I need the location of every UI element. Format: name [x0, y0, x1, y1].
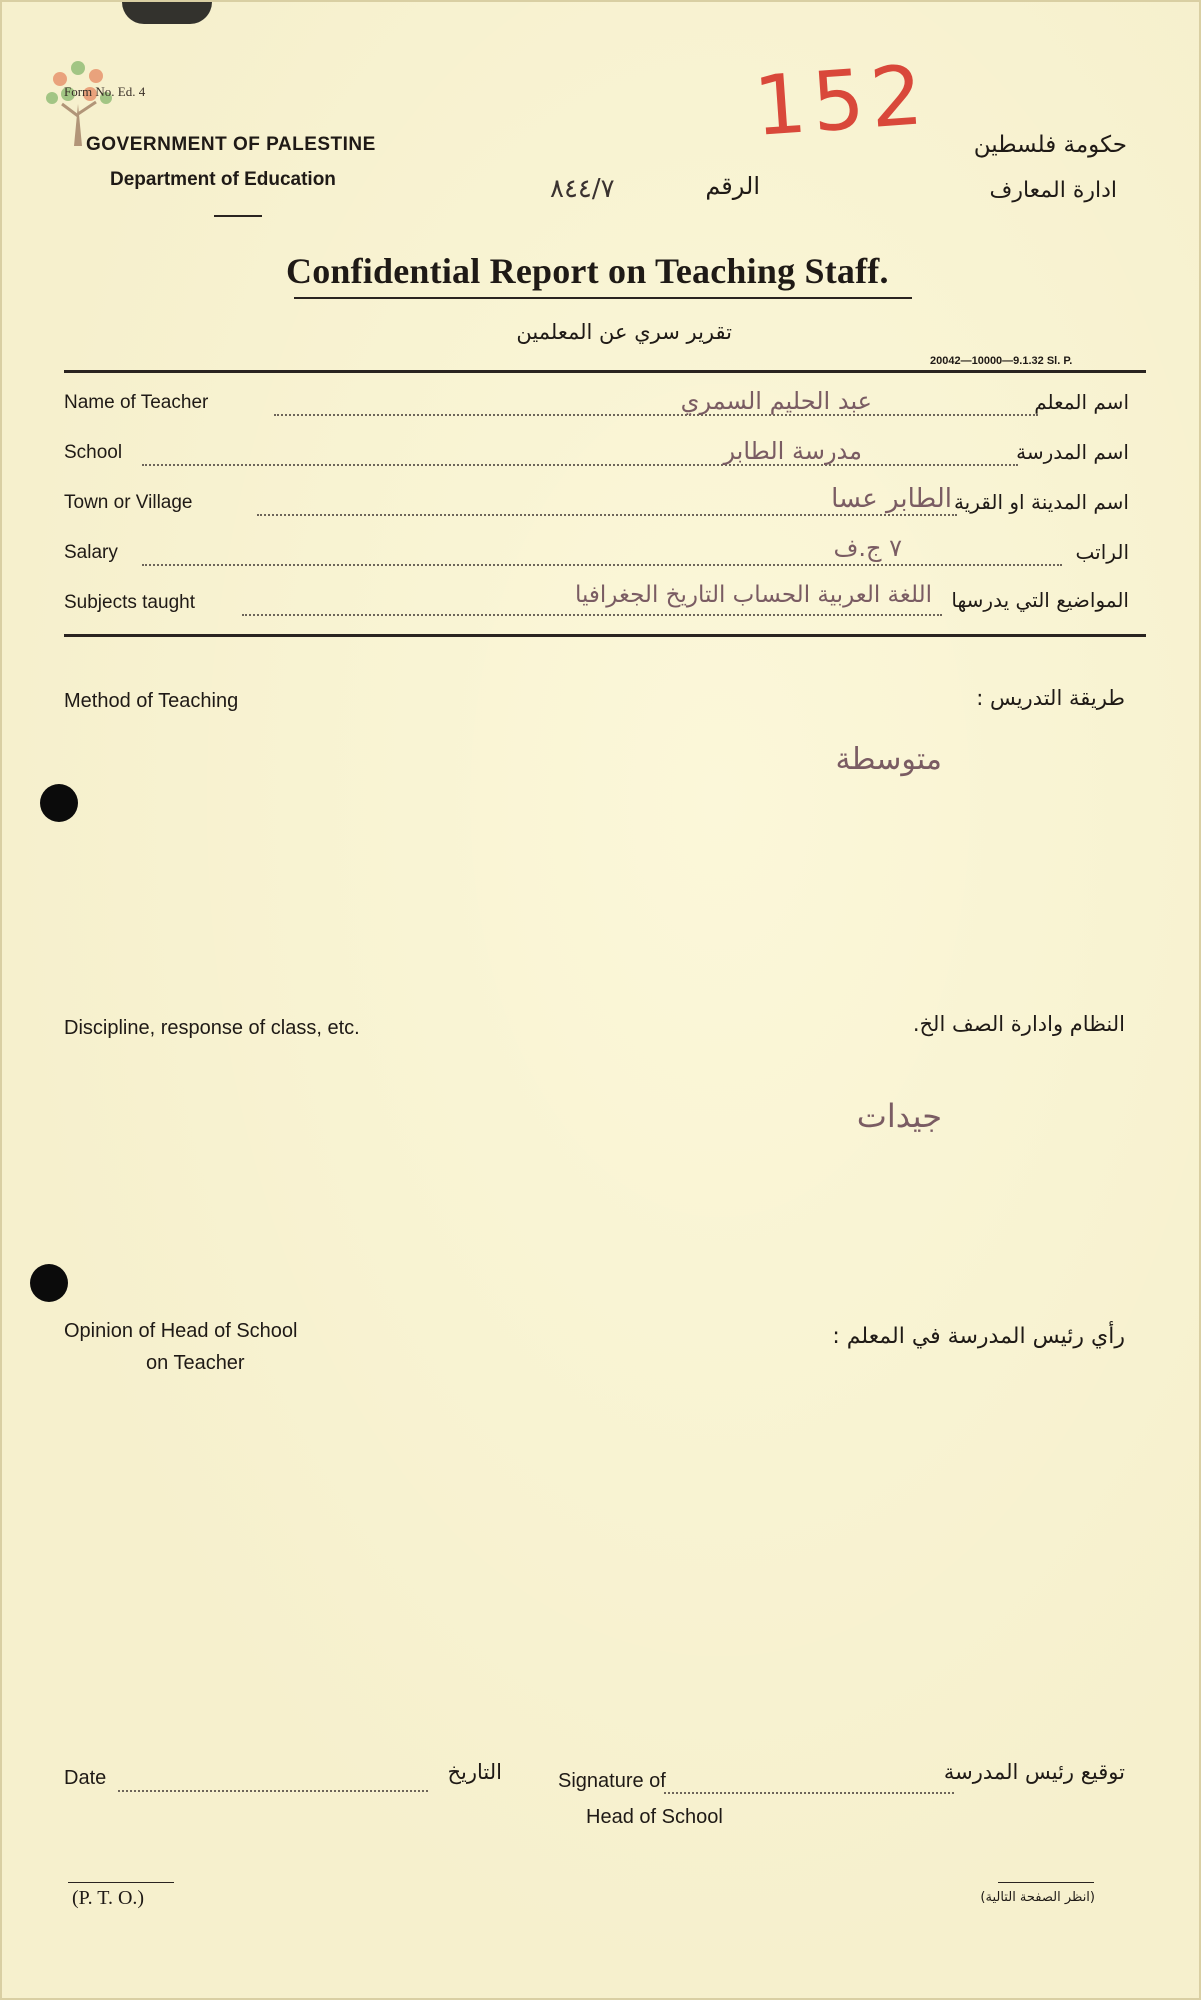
watermark-tree-logo-icon: [40, 54, 120, 174]
method-value[interactable]: متوسطة: [835, 742, 942, 777]
top-rule: [64, 370, 1146, 373]
method-label-ar: طريقة التدريس :: [976, 686, 1125, 710]
school-label-ar: اسم المدرسة: [1016, 440, 1129, 464]
signature-dotted-line[interactable]: [664, 1792, 954, 1794]
header-divider: [214, 215, 262, 217]
name-value[interactable]: عبد الحليم السمري: [680, 387, 872, 415]
report-title-ar: تقرير سري عن المعلمين: [516, 320, 732, 344]
government-title-en: GOVERNMENT OF PALESTINE: [86, 134, 376, 155]
school-value[interactable]: مدرسة الطابر: [723, 437, 862, 465]
pto-rule-left: [68, 1882, 174, 1883]
name-label-en: Name of Teacher: [64, 392, 209, 413]
pto-label-en: (P. T. O.): [72, 1887, 145, 1909]
salary-label-en: Salary: [64, 542, 118, 563]
department-title-en: Department of Education: [110, 169, 336, 190]
pto-label-ar: (انظر الصفحة التالية): [980, 1890, 1095, 1905]
town-dotted-line: [257, 514, 957, 516]
town-label-en: Town or Village: [64, 492, 193, 513]
date-label-ar: التاريخ: [447, 1760, 502, 1784]
archive-number: 152: [750, 48, 932, 155]
report-title-en: Confidential Report on Teaching Staff.: [286, 251, 889, 291]
subjects-label-en: Subjects taught: [64, 592, 195, 613]
opinion-response-area[interactable]: [62, 1392, 1142, 1722]
salary-dotted-line: [142, 564, 1062, 566]
print-code: 20042—10000—9.1.32 Sl. P.: [930, 355, 1073, 367]
title-underline: [294, 297, 912, 299]
town-value[interactable]: الطابر عسا: [831, 484, 952, 514]
signature-label-en-2: Head of School: [586, 1806, 723, 1828]
salary-label-ar: الراتب: [1075, 540, 1129, 564]
town-label-ar: اسم المدينة او القرية: [953, 490, 1129, 514]
government-title-ar: حكومة فلسطين: [973, 132, 1127, 158]
punch-hole-icon: [40, 784, 78, 822]
reference-number: ٨٤٤/٧: [550, 174, 615, 204]
pto-rule-right: [998, 1882, 1094, 1883]
opinion-label-en-2: on Teacher: [146, 1352, 245, 1374]
signature-label-ar: توقيع رئيس المدرسة: [943, 1760, 1125, 1784]
method-label-en: Method of Teaching: [64, 690, 239, 712]
form-code: Form No. Ed. 4: [64, 84, 146, 99]
salary-value[interactable]: ٧ ج.ف: [833, 534, 902, 562]
signature-label-en: Signature of: [558, 1770, 666, 1792]
date-label-en: Date: [64, 1767, 107, 1789]
subjects-label-ar: المواضيع التي يدرسها: [951, 588, 1129, 612]
fields-bottom-rule: [64, 634, 1146, 637]
department-title-ar: ادارة المعارف: [989, 178, 1117, 203]
name-label-ar: اسم المعلم: [1034, 390, 1129, 414]
discipline-label-en: Discipline, response of class, etc.: [64, 1017, 360, 1039]
school-label-en: School: [64, 442, 123, 463]
discipline-value[interactable]: جيدات: [856, 1097, 942, 1135]
reference-label-ar: الرقم: [705, 172, 760, 200]
subjects-dotted-line: [242, 614, 942, 616]
punch-hole-icon: [30, 1264, 68, 1302]
subjects-value[interactable]: اللغة العربية الحساب التاريخ الجغرافيا: [574, 582, 932, 608]
discipline-label-ar: النظام وادارة الصف الخ.: [912, 1012, 1125, 1036]
opinion-label-ar: رأي رئيس المدرسة في المعلم :: [832, 1324, 1125, 1349]
ink-smudge: [122, 2, 212, 24]
opinion-label-en: Opinion of Head of School: [64, 1320, 298, 1342]
date-dotted-line[interactable]: [118, 1790, 428, 1792]
